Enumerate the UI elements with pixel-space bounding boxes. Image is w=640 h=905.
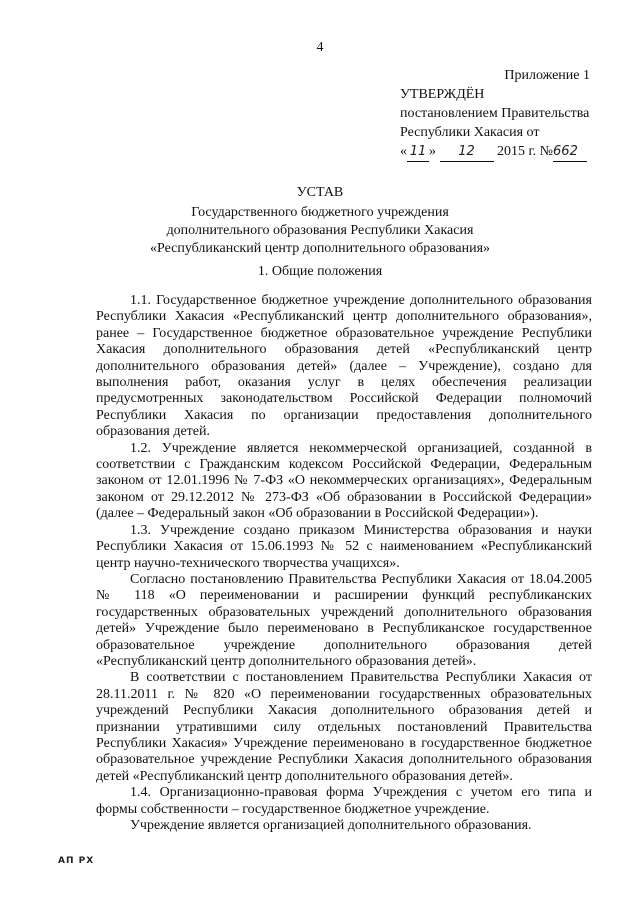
paragraph-renaming-2011: В соответствии с постановлением Правительства Республики Хакасия от 28.11.2011 г. № 820 «О переименовании государственных образовательных учреждений Республики Хакасия дополнительного образования детей и признании утратившими силу отдельных постановлений Правительства Республики Хакасия» Учреждение переименовано в государственное бюджетное образовательное учреждение Республики Хакасия дополнительного образования детей «Республиканский центр дополнительного образования детей».	[96, 670, 592, 784]
quote-open: «	[400, 144, 407, 159]
annex-label: Приложение 1	[504, 68, 590, 83]
paragraph-organization-type: Учреждение является организацией дополнительного образования.	[130, 818, 532, 833]
approved-label: УТВЕРЖДЁН	[400, 87, 485, 102]
approval-date-line	[400, 142, 600, 162]
doc-type-heading: УСТАВ	[296, 185, 344, 200]
paragraph-1-3: 1.3. Учреждение создано приказом Министерства образования и науки Республики Хакасия от 15.06.1993 № 52 с наименованием «Республиканский центр научно-технического творчества учащихся».	[96, 522, 592, 571]
title-line-2: дополнительного образования Республики Хакасия	[166, 223, 474, 238]
handwritten-number: 662	[553, 142, 587, 162]
footer-mark: АП РХ	[58, 856, 95, 866]
paragraph-renaming-2005: Согласно постановлению Правительства Республики Хакасия от 18.04.2005 № 118 «О переименовании и расширении функций республиканских государственных образовательных учреждений дополнительного образования детей» Учреждение было переименовано в Республиканское государственное образовательное учреждение дополнительного образования детей «Республиканский центр дополнительного образования детей».	[96, 571, 592, 669]
approval-line-2: Республики Хакасия от	[400, 125, 540, 140]
title-line-3: «Республиканский центр дополнительного образования»	[149, 241, 491, 256]
approval-year: 2015 г. №	[497, 144, 554, 159]
approval-stamp	[400, 66, 600, 162]
title-line-1: Государственного бюджетного учреждения	[191, 205, 449, 220]
approval-line-1: постановлением Правительства	[400, 106, 590, 121]
quote-close: »	[429, 144, 436, 159]
document-body	[96, 293, 592, 834]
paragraph-1-4: 1.4. Организационно-правовая форма Учреждения с учетом его типа и формы собственности – государственное бюджетное учреждение.	[96, 785, 592, 817]
page-number: 4	[316, 40, 324, 55]
paragraph-1-1: 1.1. Государственное бюджетное учреждение дополнительного образования Республики Хакасия «Республиканский центр дополнительного образования», ранее – Государственное бюджетное образовательное учреждение Республики Хакасия дополнительного образования детей «Республиканский центр дополнительного образования детей» (далее – Учреждение), создано для выполнения работ, оказания услуг в целях обеспечения реализации предусмотренных законодательством Российской Федерации полномочий Республики Хакасия по организации предоставления дополнительного образования детей.	[96, 293, 592, 440]
document-title	[0, 184, 640, 258]
handwritten-day: 11	[407, 142, 429, 162]
handwritten-month: 12	[440, 142, 494, 162]
paragraph-1-2: 1.2. Учреждение является некоммерческой организацией, созданной в соответствии с Гражданским кодексом Российской Федерации, Федеральным законом от 12.01.1996 № 7-ФЗ «О некоммерческих организациях», Федеральным законом от 29.12.2012 № 273-ФЗ «Об образовании в Российской Федерации» (далее – Федеральный закон «Об образовании в Российской Федерации»).	[96, 440, 592, 522]
section-heading: 1. Общие положения	[257, 264, 383, 279]
